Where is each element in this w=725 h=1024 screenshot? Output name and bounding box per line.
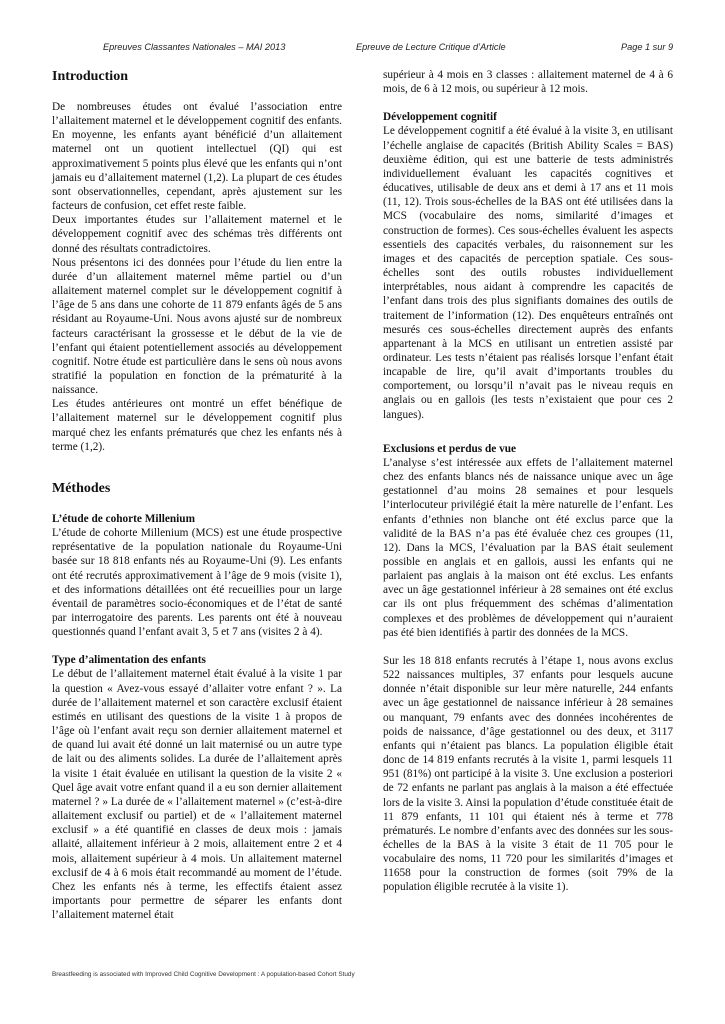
cohort-paragraph: L’étude de cohorte Millenium (MCS) est une étude prospective représentative de la population nationale du Royaume-Uni basée sur 18 818 enfants nés au Royaume-Uni (9). Les enfants ont été recrutés approximativement à l’âge de 9 mois (visite 1), et des informations détaillées ont été recueillies pour un large éventail de paramètres socio-économiques et de l’état de santé par interrogatoire des parents. Les parents ont été à nouveau questionnés quand l’enfant avait 3, 5 et 7 ans (visites 2 à 4).: [52, 527, 342, 639]
intro-paragraph-2: Deux importantes études sur l’allaitement maternel et le développement cognitif avec des schémas très différents ont donné des résultats contradictoires.: [52, 214, 342, 255]
header-page-number: Page 1 sur 9: [621, 42, 674, 52]
introduction-heading: Introduction: [52, 69, 128, 84]
exclusion-subheading: Exclusions et perdus de vue: [383, 442, 517, 455]
feeding-paragraph: Le début de l’allaitement maternel était évalué à la visite 1 par la question « Avez-vous essayé d’allaiter votre enfant ? ». La durée de l’allaitement maternel et son caractère exclusif étaient estimés en utilisant des questions de la visite 1 à propos de l’âge où l’enfant avait reçu son dernier allaitement maternel et de quand lui avait été donné un lait maternisé ou un autre type de lait ou des aliments solides. La durée de l’allaitement après la visite 1 était évaluée en utilisant la question de la visite 2 « Quel âge avait votre enfant quand il a eu son dernier allaitement maternel ? » La durée de « l’allaitement maternel » (c’est-à-dire allaitement exclusif ou partiel) et de « l’allaitement maternel exclusif » a été quantifié en classes de deux mois : jamais allaité, allaitement inférieur à 2 mois, allaitement entre 2 et 4 mois, allaitement supérieur à 4 mois. Un allaitement maternel exclusif de 4 à 6 mois était recommandé au moment de l’étude. Chez les enfants nés à terme, les effectifs étaient assez importants pour permettre de séparer les enfants dont l’allaitement maternel était: [52, 668, 342, 922]
feeding-subheading: Type d’alimentation des enfants: [52, 654, 206, 667]
header-exam-title: Epreuves Classantes Nationales – MAI 2013: [103, 42, 286, 52]
right-column: [383, 68, 673, 895]
continued-paragraph: supérieur à 4 mois en 3 classes : allaitement maternel de 4 à 6 mois, de 6 à 12 mois, ou supérieur à 12 mois.: [383, 69, 673, 96]
header-test-title: Epreuve de Lecture Critique d’Article: [356, 42, 506, 52]
exclusion-paragraph-2: Sur les 18 818 enfants recrutés à l’étape 1, nous avons exclus 522 naissances multiples, 37 enfants pour lesquels aucune donnée n’était disponible sur leur mère naturelle, 244 enfants avec un âge gestationnel de naissance inférieur à 28 semaines ou manquant, 79 enfants avec des données incohérentes de poids de naissance, d’âge gestationnel ou des deux, et 3117 enfants qui n’étaient pas blancs. La population éligible était donc de 14 819 enfants recrutés à la visite 1, parmi lesquels 11 951 (81%) ont participé à la visite 3. Une exclusion a posteriori de 72 enfants ne parlant pas anglais à la maison a été effectuée lors de la visite 3. Ainsi la population d’étude constituée était de 11 879 enfants, 11 101 qui étaient nés à terme et 778 prématurés. Le nombre d’enfants avec des données sur les sous-échelles de la BAS à la visite 3 était de 11 705 pour le vocabulaire des noms, 11 720 pour les similarités d’images et 11658 pour la construction de formes (soit 79% de la population éligible recrutée à la visite 1).: [383, 654, 673, 894]
exclusion-paragraph-1: L’analyse s’est intéressée aux effets de l’allaitement maternel chez des enfants blancs nés de naissance unique avec un âge gestationnel d’au moins 28 semaines et pour lesquels l’interlocuteur privilégié était la mère naturelle de l’enfant. Les enfants d’ethnies non blanche ont été exclus parce que la validité de la BAS n’a pas été évaluée chez ces groupes (11, 12). Dans la MCS, l’évaluation par la BAS était seulement possible en anglais et en gallois, aussi les enfants qui ne parlaient pas anglais à la maison ont été exclus. Les enfants avec un âge gestationnel inférieur à 28 semaines ont été exclus car ils ont plus fréquemment des schémas d’alimentation complexes et des problèmes de développement qui n’auraient pas été bien identifiés à partir des données de la MCS.: [383, 456, 673, 639]
intro-paragraph-4: Les études antérieures ont montré un effet bénéfique de l’allaitement maternel sur le développement cognitif plus marqué chez les enfants prématurés que chez les enfants nés à terme (1,2).: [52, 398, 342, 453]
cognitive-paragraph: Le développement cognitif a été évalué à la visite 3, en utilisant l’échelle anglaise de capacités (British Ability Scales = BAS) deuxième édition, qui est une batterie de tests administrés individuellement évaluant les capacités cognitives et éducatives, utilisable de deux ans et demi à 17 ans et 11 mois (11, 12). Trois sous-échelles de la BAS ont été utilisées dans la MCS (vocabulaire des noms, similarité d’images et construction de formes). Ces sous-échelles évaluent les aspects essentiels des capacités verbales, du raisonnement sur les images et des capacités de perception spatiale. Ces sous-échelles sont des outils robustes individuellement interprétables, nous aidant à comprendre les capacités de l’enfant dans trois des plus signifiants domaines des outils de traitement de l’information (12). Des enquêteurs entraînés ont mesurés ces sous-échelles directement auprès des enfants appartenant à la MCS en utilisant un entretien assisté par ordinateur. Les tests n’étaient pas réalisés lorsque l’enfant était incapable de lire, qu’il avait d’importants troubles du comportement, ou lorsqu’il n’avait pas le niveau requis en anglais ou en gallois (les tests n’existaient que pour ces 2 langues).: [383, 125, 673, 421]
cognitive-subheading: Développement cognitif: [383, 111, 497, 124]
intro-paragraph-1: De nombreuses études ont évalué l’association entre l’allaitement maternel et le développement cognitif des enfants. En moyenne, les enfants ayant bénéficié d’un allaitement maternel ont un quotient intellectuel (QI) qui est approximativement 5 points plus élevé que les enfants qui n’ont jamais eu d’allaitement maternel (1,2). La plupart de ces études sont observationnelles, cependant, après ajustement sur les facteurs de confusion, cet effet reste faible.: [52, 101, 342, 213]
page-header: [0, 42, 725, 56]
left-column: [52, 68, 342, 922]
methods-heading: Méthodes: [52, 480, 111, 496]
intro-paragraph-3: Nous présentons ici des données pour l’étude du lien entre la durée d’un allaitement maternel même partiel ou d’un allaitement maternel complet sur le développement cognitif à l’âge de 5 ans dans une cohorte de 11 879 enfants âgés de 5 ans résidant au Royaume-Uni. Nous avons ajusté sur de nombreux facteurs caractérisant la grossesse et le début de la vie de l’enfant qui étaient potentiellement associés au développement cognitif. Notre étude est particulière dans le sens où nous avons stratifié la population en fonction de la prématurité à la naissance.: [52, 256, 342, 397]
cohort-subheading: L’étude de cohorte Millenium: [52, 512, 195, 525]
page-footer: Breastfeeding is associated with Improved Child Cognitive Development : A population-based Cohort Study: [52, 971, 355, 978]
